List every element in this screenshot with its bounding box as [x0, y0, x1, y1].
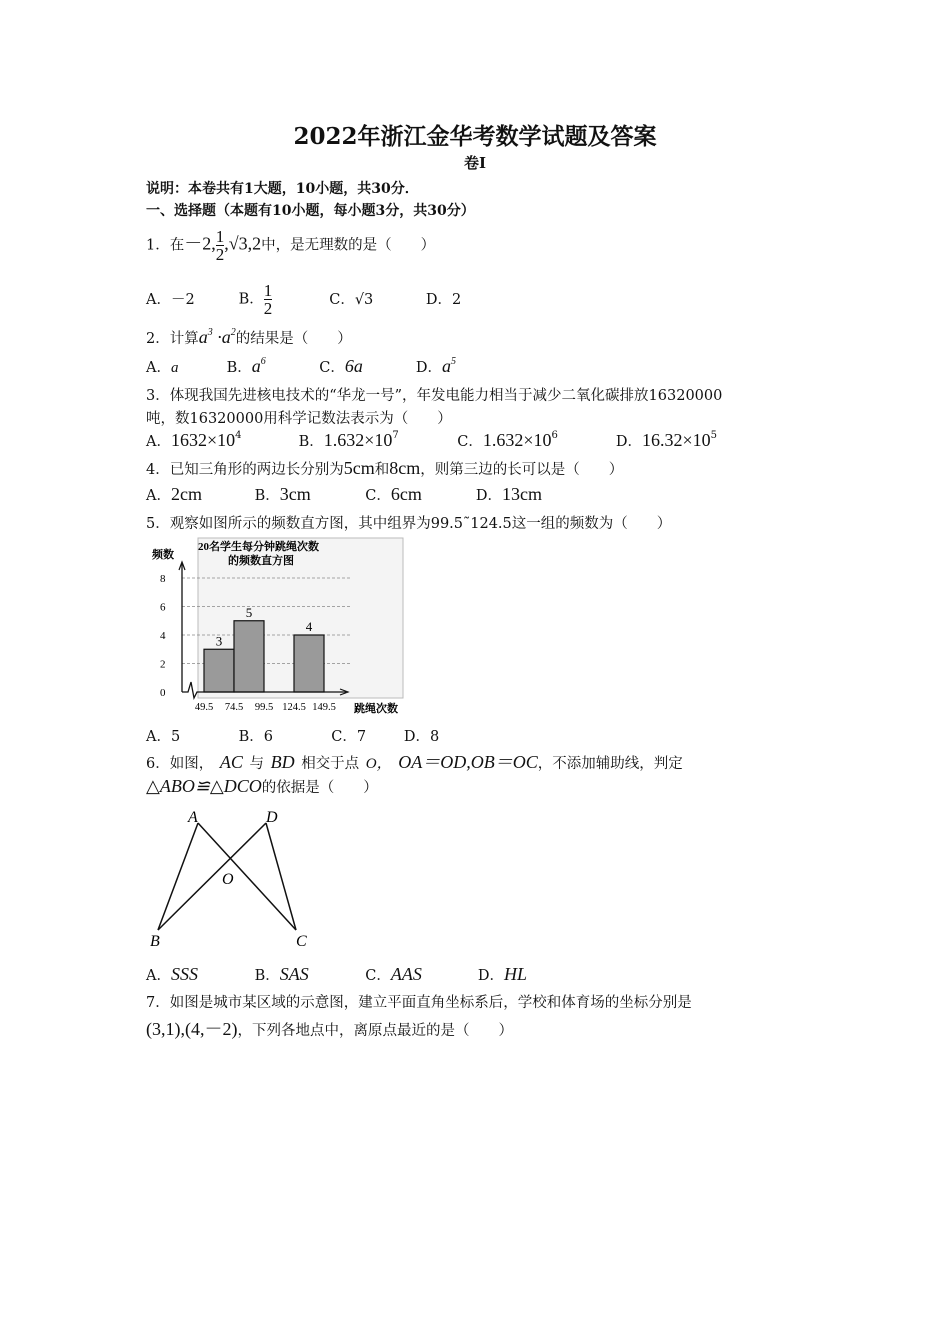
- vertex-d-label: D: [266, 809, 278, 826]
- y-tick-label: 0: [160, 687, 166, 699]
- fraction: $\frac{1}{2}$: [215, 227, 225, 264]
- question-4: 4．已知三角形的两边长分别为5cm和8cm，则第三边的长可以是（ ）: [146, 458, 624, 478]
- question-5-options: [146, 725, 439, 746]
- option-d[interactable]: D．2: [425, 291, 462, 308]
- option-a[interactable]: A．－2: [146, 291, 195, 308]
- option-b[interactable]: B．SAS: [254, 964, 309, 984]
- y-tick-label: 6: [160, 601, 166, 614]
- segment-ab: [158, 823, 198, 930]
- question-6-line-1: 6．如图， AC 与 BD 相交于点 O， OA＝OD,OB＝OC，不添加辅助线，判定: [146, 752, 683, 772]
- option-d[interactable]: D．$16.32\times 10^5$: [615, 430, 717, 450]
- chart-title-line-2: 的频数直方图: [228, 555, 294, 567]
- question-7-line-2: (3,1),(4,－2)，下列各地点中，离原点最近的是（ ）: [146, 1019, 513, 1039]
- option-a[interactable]: A．SSS: [146, 964, 198, 984]
- histogram-bar: [294, 635, 324, 692]
- option-c[interactable]: C．$1.632\times 10^6$: [457, 430, 558, 450]
- option-c[interactable]: C．6cm: [365, 484, 422, 504]
- question-3-line-1: 3．体现我国先进核电技术的“华龙一号”，年发电能力相当于减少二氧化碳排放16320000: [146, 388, 723, 404]
- instructions: 说明：本卷共有1大题，10小题，共30分．: [146, 181, 419, 197]
- page-title: 2022年浙江金华考数学试题及答案: [293, 123, 657, 150]
- question-1: 1．在－2, $\frac{1}{2}$ ,√3,2中，是无理数的是（ ）: [146, 227, 436, 264]
- question-3-line-2: 吨，数16320000用科学记数法表示为（ ）: [146, 411, 452, 427]
- x-tick-label: 99.5: [254, 702, 274, 713]
- question-6-line-2: △ABO≌△DCO的依据是（ ）: [146, 776, 378, 796]
- option-d[interactable]: D．$a^5$: [415, 356, 456, 376]
- x-tick-label: 124.5: [282, 702, 306, 713]
- option-b[interactable]: B． $\frac{1}{2}$: [238, 281, 273, 318]
- bar-value-label: 4: [305, 619, 313, 634]
- option-b[interactable]: B．6: [238, 729, 273, 745]
- question-3-options: [146, 430, 717, 451]
- point-o-label: O: [222, 871, 234, 888]
- option-a[interactable]: A．a: [146, 360, 179, 376]
- option-d[interactable]: D．13cm: [475, 484, 542, 504]
- question-2-options: [146, 356, 456, 377]
- option-a[interactable]: A．2cm: [146, 484, 202, 504]
- volume-label: 卷Ⅰ: [463, 154, 487, 172]
- vertex-a-label: A: [188, 809, 198, 826]
- y-tick-label: 8: [160, 573, 166, 585]
- frequency-histogram: [146, 534, 411, 719]
- x-axis-label: 跳绳次数: [354, 703, 398, 715]
- question-5: 5．观察如图所示的频数直方图，其中组界为99.5˜124.5这一组的频数为（ ）: [146, 516, 672, 532]
- histogram-bar: [234, 621, 264, 692]
- x-tick-label: 49.5: [194, 702, 214, 713]
- geometry-figure: [146, 808, 321, 958]
- option-b[interactable]: B．$a^6$: [226, 356, 266, 376]
- histogram-bar: [204, 649, 234, 692]
- question-4-options: [146, 484, 542, 505]
- option-d[interactable]: D．8: [403, 729, 440, 745]
- option-a[interactable]: A．5: [146, 729, 181, 745]
- chart-title-line-1: 20名学生每分钟跳绳次数: [198, 541, 319, 553]
- x-tick-label: 74.5: [224, 702, 244, 713]
- y-tick-label: 2: [160, 658, 166, 671]
- option-c[interactable]: C．√3: [329, 291, 374, 308]
- vertex-b-label: B: [150, 933, 160, 950]
- option-c[interactable]: C．AAS: [365, 964, 422, 984]
- option-b[interactable]: B．3cm: [254, 484, 311, 504]
- question-7-line-1: 7．如图是城市某区域的示意图，建立平面直角坐标系后，学校和体育场的坐标分别是: [146, 995, 692, 1011]
- option-d[interactable]: D．HL: [477, 964, 527, 984]
- question-6-options: [146, 964, 527, 985]
- question-1-options: [146, 282, 461, 317]
- y-tick-label: 4: [160, 630, 166, 642]
- section-heading: 一、选择题（本题有10小题，每小题3分，共30分）: [146, 203, 475, 219]
- option-c[interactable]: C．6a: [319, 356, 363, 376]
- vertex-c-label: C: [296, 933, 307, 950]
- question-2: 2．计算$a^3 \cdot a^2$的结果是（ ）: [146, 327, 352, 347]
- y-axis-label: 频数: [152, 549, 174, 561]
- option-a[interactable]: A．$1632\times 10^4$: [146, 430, 242, 450]
- bar-value-label: 3: [215, 633, 223, 649]
- bar-value-label: 5: [245, 604, 253, 620]
- x-tick-label: 149.5: [312, 702, 336, 713]
- option-c[interactable]: C．7: [331, 729, 367, 745]
- option-b[interactable]: B．$1.632\times 10^7$: [298, 430, 399, 450]
